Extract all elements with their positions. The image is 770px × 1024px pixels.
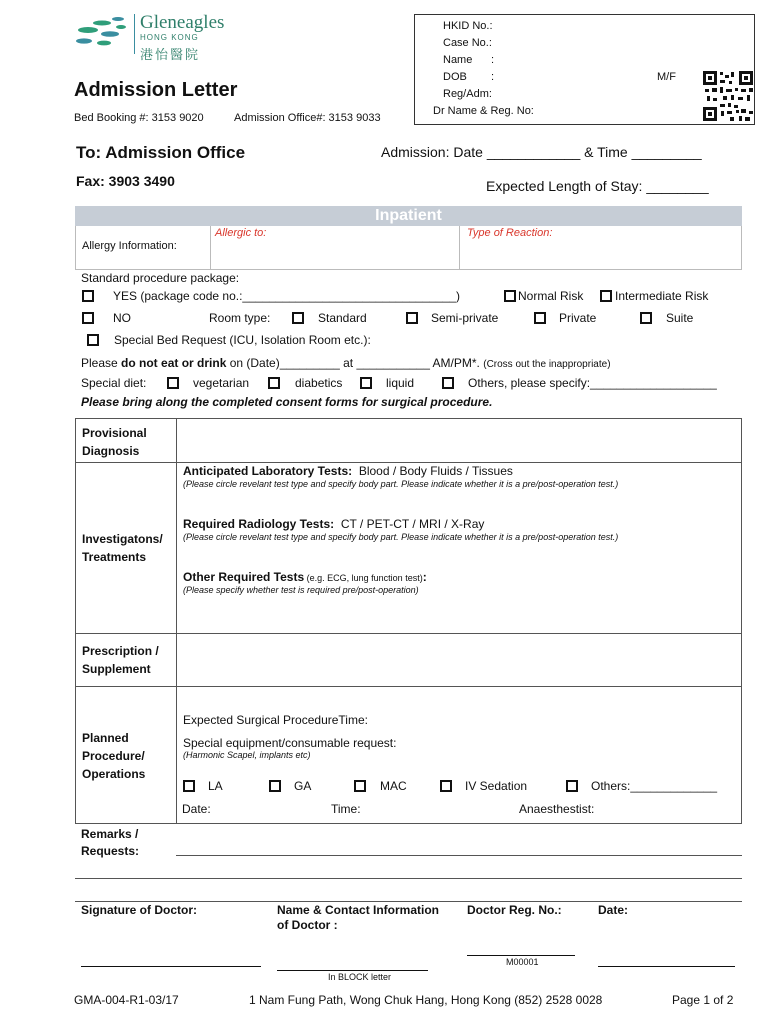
standard-label: Standard: [318, 311, 367, 325]
logo-sub: HONG KONG: [140, 33, 199, 42]
signature-date-line[interactable]: [598, 966, 735, 967]
clinical-table: [75, 418, 742, 824]
qr-code-icon: [703, 71, 753, 121]
la-label: LA: [208, 779, 223, 793]
other-tests-note: (Please specify whether test is required pre/post-operation): [183, 585, 419, 595]
reg-adm-label: Reg/Adm:: [443, 88, 492, 100]
admission-date-time[interactable]: Admission: Date ____________ & Time _________: [381, 144, 702, 160]
name-contact-line2: of Doctor :: [277, 918, 338, 932]
reaction-field[interactable]: Type of Reaction:: [467, 227, 553, 239]
provisional-label: [82, 424, 147, 460]
diabetics-label: diabetics: [295, 376, 343, 390]
form-code: GMA-004-R1-03/17: [74, 993, 179, 1007]
logo-name: Gleneagles: [140, 12, 225, 33]
diabetics-checkbox[interactable]: [268, 377, 280, 389]
other-tests-eg: (e.g. ECG, lung function test): [304, 573, 423, 583]
page-title: Admission Letter: [74, 79, 238, 101]
hkid-label: HKID No.:: [443, 20, 493, 32]
investigations-line1: Investigatons/: [82, 532, 163, 546]
ga-checkbox[interactable]: [269, 780, 281, 792]
semi-private-checkbox[interactable]: [406, 312, 418, 324]
other-tests-colon: :: [422, 570, 427, 584]
special-bed-checkbox[interactable]: [87, 334, 99, 346]
remarks-line1: Remarks /: [81, 827, 139, 841]
doctor-reg-label: Doctor Reg. No.:: [467, 903, 562, 917]
iv-sedation-label: IV Sedation: [465, 779, 528, 793]
mac-checkbox[interactable]: [354, 780, 366, 792]
yes-checkbox[interactable]: [82, 290, 94, 302]
mac-label: MAC: [380, 779, 407, 793]
intermediate-risk-checkbox[interactable]: [600, 290, 612, 302]
private-checkbox[interactable]: [534, 312, 546, 324]
name-colon: :: [491, 54, 495, 66]
lab-tests-title: Anticipated Laboratory Tests:: [183, 464, 353, 478]
remarks-line-2[interactable]: [75, 878, 742, 879]
special-diet-label: Special diet:: [81, 376, 147, 390]
signature-line[interactable]: [81, 966, 261, 967]
diet-text-d: (Cross out the inappropriate): [483, 359, 611, 370]
doctor-reg-line[interactable]: [467, 955, 575, 956]
suite-checkbox[interactable]: [640, 312, 652, 324]
surgical-time-field[interactable]: Expected Surgical ProcedureTime:: [183, 713, 368, 727]
suite-label: Suite: [666, 311, 694, 325]
to-line: To: Admission Office: [76, 143, 246, 162]
radiology-tests-note: (Please circle revelant test type and specify body part. Please indicate whether it is a pre/post-operation test.): [183, 532, 619, 542]
diet-text-b: do not eat or drink: [121, 356, 227, 370]
vegetarian-label: vegetarian: [193, 376, 250, 390]
investigations-label: [82, 530, 163, 566]
name-contact-line[interactable]: [277, 970, 428, 971]
room-type-label: Room type:: [209, 311, 271, 325]
planned-procedure-label: [82, 729, 145, 783]
dob-colon: :: [491, 71, 495, 83]
dr-name-label: Dr Name & Reg. No:: [433, 105, 534, 117]
radiology-tests-line[interactable]: [183, 517, 484, 531]
diet-text-a: Please: [81, 356, 122, 370]
remarks-label: [81, 826, 139, 860]
others-diet-label: Others, please specify:___________________: [468, 376, 717, 390]
prescription-label: [82, 642, 159, 678]
other-tests-title: Other Required Tests: [183, 570, 305, 584]
equipment-field[interactable]: Special equipment/consumable request:: [183, 736, 397, 750]
planned-line3: Operations: [82, 767, 146, 781]
investigations-line2: Treatments: [82, 550, 147, 564]
yes-package-label: YES (package code no.:________________________________): [113, 289, 460, 303]
planned-line1: Planned: [82, 731, 129, 745]
radiology-tests-options: CT / PET-CT / MRI / X-Ray: [340, 517, 485, 531]
equipment-note: (Harmonic Scapel, implants etc): [183, 750, 311, 760]
sex-label: M/F: [657, 71, 676, 83]
no-checkbox[interactable]: [82, 312, 94, 324]
allergy-label: Allergy Information:: [82, 240, 177, 252]
lab-tests-options: Blood / Body Fluids / Tissues: [358, 464, 513, 478]
name-label: Name: [443, 54, 473, 66]
prescription-line2: Supplement: [82, 662, 151, 676]
no-eat-drink-line: [81, 356, 611, 370]
procedure-date-label[interactable]: Date:: [182, 802, 211, 816]
no-label: NO: [113, 311, 131, 325]
consent-notice: Please bring along the completed consent forms for surgical procedure.: [81, 395, 493, 409]
liquid-checkbox[interactable]: [360, 377, 372, 389]
dob-label: DOB: [443, 71, 467, 83]
admission-office-phone: Admission Office#: 3153 9033: [234, 112, 381, 124]
others-diet-checkbox[interactable]: [442, 377, 454, 389]
intermediate-risk-label: Intermediate Risk: [615, 289, 709, 303]
page-number: Page 1 of 2: [672, 993, 734, 1007]
prescription-line1: Prescription /: [82, 644, 159, 658]
package-heading: Standard procedure package:: [81, 271, 240, 285]
prescription-field[interactable]: [177, 634, 741, 686]
private-label: Private: [559, 311, 597, 325]
lab-tests-note: (Please circle revelant test type and specify body part. Please indicate whether it is a pre/post-operation test.): [183, 479, 619, 489]
diet-text-c: on (Date)_________ at ___________ AM/PM*.: [226, 356, 484, 370]
special-bed-label: Special Bed Request (ICU, Isolation Room etc.):: [114, 333, 371, 347]
normal-risk-checkbox[interactable]: [504, 290, 516, 302]
hospital-address: 1 Nam Fung Path, Wong Chuk Hang, Hong Kong (852) 2528 0028: [249, 993, 603, 1007]
planned-line2: Procedure/: [82, 749, 145, 763]
doctor-reg-value: M00001: [506, 957, 539, 967]
procedure-time-label[interactable]: Time:: [331, 802, 361, 816]
provisional-line2: Diagnosis: [82, 444, 140, 458]
provisional-diagnosis-field[interactable]: [177, 419, 741, 462]
remarks-line-1[interactable]: [176, 855, 742, 856]
expected-length-of-stay[interactable]: Expected Length of Stay: ________: [486, 178, 709, 194]
name-contact-line1: Name & Contact Information: [277, 903, 440, 917]
logo-chinese: 港怡醫院: [140, 47, 201, 62]
radiology-tests-title: Required Radiology Tests:: [183, 517, 335, 531]
other-tests-line[interactable]: [183, 570, 427, 584]
normal-risk-label: Normal Risk: [518, 289, 584, 303]
semi-private-label: Semi-private: [431, 311, 499, 325]
standard-checkbox[interactable]: [292, 312, 304, 324]
bed-booking: Bed Booking #: 3153 9020: [74, 112, 204, 124]
ga-label: GA: [294, 779, 312, 793]
lab-tests-line[interactable]: [183, 464, 513, 478]
signature-label: Signature of Doctor:: [81, 903, 197, 917]
remarks-line-3[interactable]: [75, 901, 742, 902]
case-no-label: Case No.:: [443, 37, 492, 49]
liquid-label: liquid: [386, 376, 415, 390]
remarks-line2: Requests:: [81, 844, 140, 858]
allergic-to-field[interactable]: Allergic to:: [215, 227, 267, 239]
anaesthetist-label[interactable]: Anaesthestist:: [519, 802, 595, 816]
logo-divider: [134, 14, 135, 54]
patient-label-box: [414, 14, 755, 125]
vegetarian-checkbox[interactable]: [167, 377, 179, 389]
others-anaesthesia-label: Others:_____________: [591, 779, 718, 793]
signature-date-label: Date:: [598, 903, 629, 917]
inpatient-title: Inpatient: [375, 207, 442, 224]
inpatient-banner: [75, 206, 742, 226]
name-contact-label: [277, 903, 439, 933]
allergy-box: [75, 226, 742, 270]
logo-mark-icon: [72, 14, 132, 48]
block-letter-note: In BLOCK letter: [328, 972, 392, 982]
iv-sedation-checkbox[interactable]: [440, 780, 452, 792]
others-anaesthesia-checkbox[interactable]: [566, 780, 578, 792]
la-checkbox[interactable]: [183, 780, 195, 792]
provisional-line1: Provisional: [82, 426, 147, 440]
fax-line: Fax: 3903 3490: [76, 173, 175, 189]
